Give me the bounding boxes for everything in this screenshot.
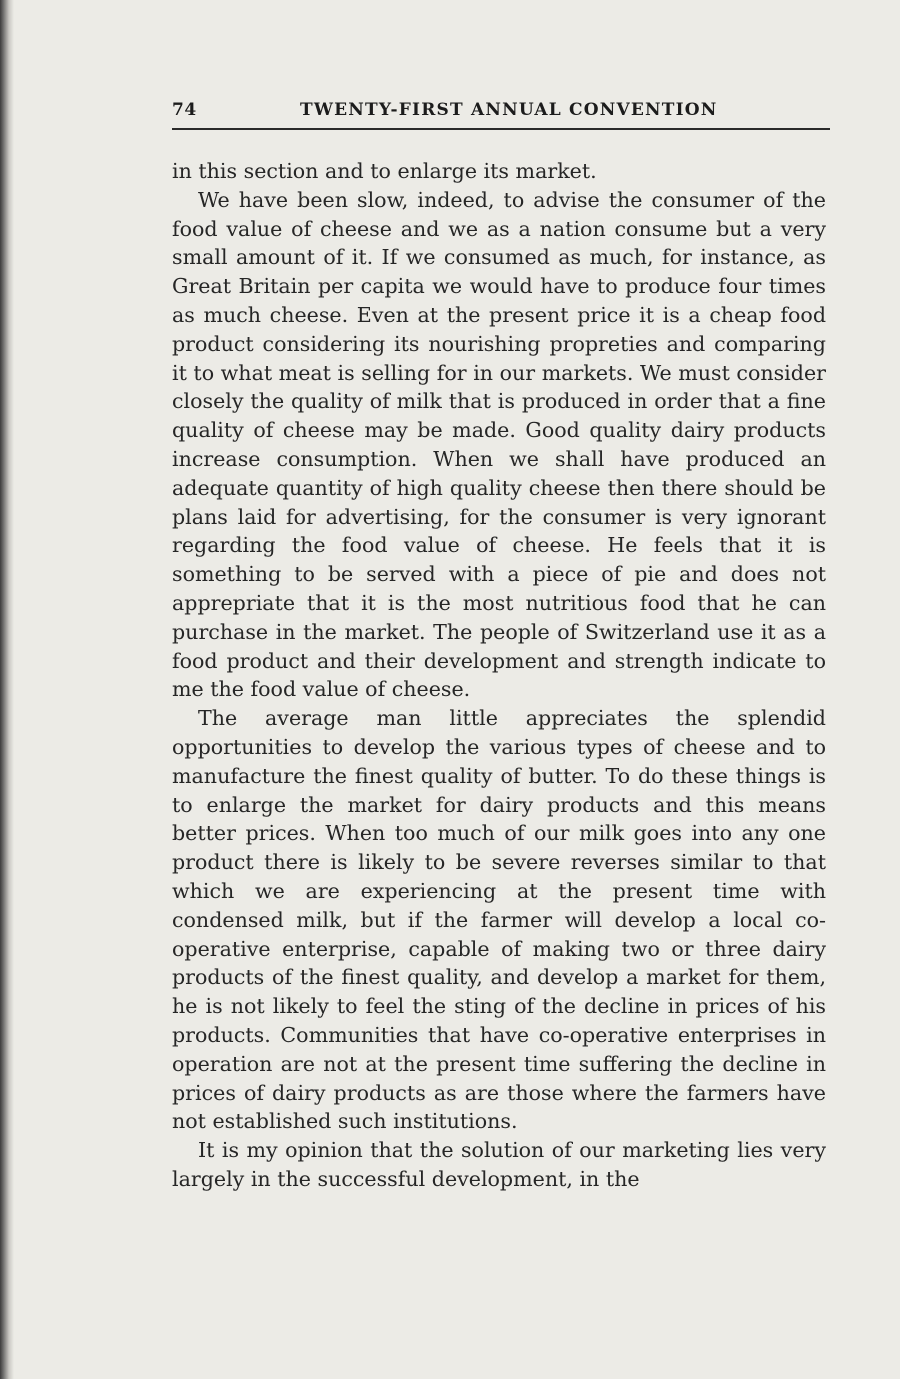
page-number: 74	[172, 100, 197, 120]
header-rule	[172, 128, 830, 130]
body-text	[172, 157, 826, 1194]
paragraph-continued: in this section and to enlarge its market.	[172, 159, 597, 183]
paragraph-cheese-consumption: We have been slow, indeed, to advise the consumer of the food value of cheese and we as a nation consume but a very small amount of it. If we consumed as much, for instance, as Great Britain per capita we would have to produce four times as much cheese. Even at the present price it is a cheap food product considering its nourishing propreties and comparing it to what meat is selling for in our markets. We must consider closely the quality of milk that is produced in order that a fine quality of cheese may be made. Good quality dairy products increase consumption. When we shall have produced an adequate quantity of high quality cheese then there should be plans laid for advertising, for the consumer is very ignorant regarding the food value of cheese. He feels that it is something to be served with a piece of pie and does not apprepriate that it is the most nutritious food that he can purchase in the market. The people of Switzerland use it as a food product and their development and strength indicate to me the food value of cheese.	[172, 187, 826, 702]
page-header	[172, 98, 830, 124]
paragraph-dairy-opportunities: The average man little appreciates the splendid opportunities to develop the various types of cheese and to manufacture the finest quality of butter. To do these things is to enlarge the market for dairy products and this means better prices. When too much of our milk goes into any one product there is likely to be severe reverses similar to that which we are experiencing at the present time with condensed milk, but if the farmer will develop a local co-operative enterprise, capable of making two or three dairy products of the finest quality, and develop a market for them, he is not likely to feel the sting of the decline in prices of his products. Communities that have co-operative enterprises in operation are not at the present time suffering the decline in prices of dairy products as are those where the farmers have not established such institutions.	[172, 706, 826, 1134]
book-binding-edge	[0, 0, 14, 1379]
running-title: TWENTY-FIRST ANNUAL CONVENTION	[300, 100, 718, 120]
paragraph-marketing-solution: It is my opinion that the solution of our marketing lies very largely in the successful development, in the	[172, 1138, 826, 1191]
